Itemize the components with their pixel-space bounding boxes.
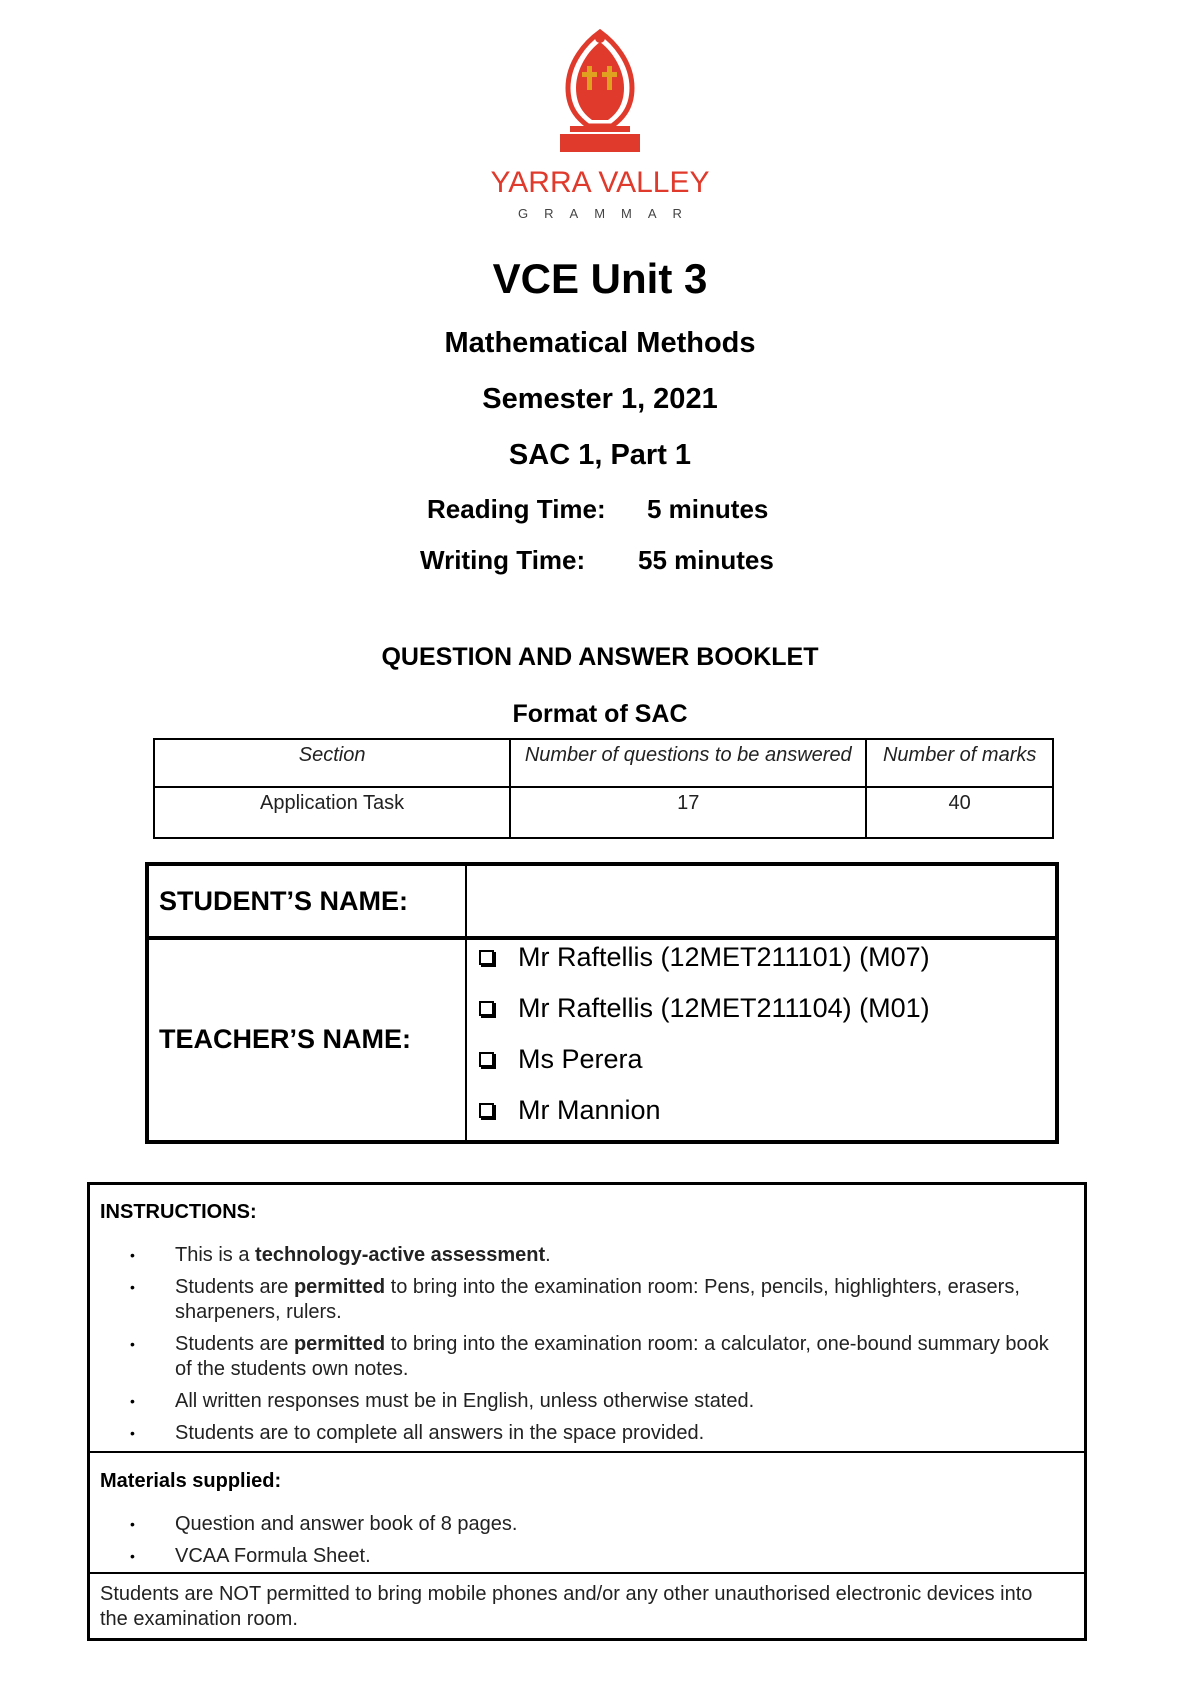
item-bold: permitted [293,1333,386,1355]
teacher-option-label: Mr Mannion [518,1095,661,1125]
materials-heading: Materials supplied: [100,1470,282,1492]
footer-note: Students are NOT permitted to bring mobile phones and/or any other unauthorised electronic devices into the examination room. [100,1583,1033,1630]
format-table [153,738,1054,839]
reading-time-value: 5 minutes [647,494,769,524]
list-item [90,1332,1050,1382]
teacher-option[interactable] [479,942,930,973]
list-item: • VCAA Formula Sheet. [90,1544,1050,1569]
format-heading: Format of SAC [512,700,688,728]
item-bold: technology-active assessment [255,1244,546,1266]
checkbox-icon[interactable] [479,1103,494,1118]
item-text: to bring into the examination room: Pens, pencils, highlighters, erasers, sharpeners, rulers. [175,1276,1020,1323]
item-bold: permitted [293,1276,386,1298]
cell-questions: 17 [510,787,866,838]
format-table-row [154,787,1053,838]
checkbox-icon[interactable] [479,950,494,965]
cell-section: Application Task [154,787,510,838]
logo-subtitle: GRAMMAR [518,206,698,221]
instructions-heading: INSTRUCTIONS: [100,1201,257,1223]
teacher-option[interactable] [479,1044,643,1075]
list-item [90,1389,1050,1414]
header-section: Section [154,739,510,787]
teacher-option-label: Mr Raftellis (12MET211101) (M07) [518,942,930,972]
divider [149,936,1055,940]
materials-list [90,1512,1050,1576]
item-text: Students are [175,1276,294,1298]
teacher-option-label: Ms Perera [518,1044,643,1074]
checkbox-icon[interactable] [479,1052,494,1067]
teacher-option-label: Mr Raftellis (12MET211104) (M01) [518,993,930,1023]
item-text: This is a [175,1244,256,1266]
student-teacher-table [145,862,1059,1144]
list-item [90,1275,1050,1325]
instructions-list [90,1243,1050,1453]
subject-title: Mathematical Methods [444,327,756,359]
divider [465,866,467,1140]
semester-title: Semester 1, 2021 [482,383,718,415]
teacher-name-label: TEACHER’S NAME: [159,1024,412,1054]
format-table-header [154,739,1053,787]
list-item: • Question and answer book of 8 pages. [90,1512,1050,1537]
student-name-label: STUDENT’S NAME: [159,886,408,916]
school-logo [480,28,720,228]
divider [90,1451,1084,1453]
reading-time-label: Reading Time: [427,494,606,524]
page-title: VCE Unit 3 [492,255,708,302]
header-marks: Number of marks [866,739,1053,787]
item-text: . [545,1244,551,1266]
cell-marks: 40 [866,787,1053,838]
writing-time-label: Writing Time: [420,545,586,575]
crest-icon [540,28,660,156]
sac-title: SAC 1, Part 1 [508,439,692,471]
teacher-option[interactable] [479,993,930,1024]
list-item [90,1243,1050,1268]
checkbox-icon[interactable] [479,1001,494,1016]
student-name-field[interactable] [469,866,1055,936]
item-text: to bring into the examination room: a calculator, one-bound summary book of the students own notes. [175,1333,1049,1380]
logo-name: YARRA VALLEY [490,166,710,199]
divider [90,1572,1084,1574]
booklet-heading: QUESTION AND ANSWER BOOKLET [381,643,819,671]
writing-time-value: 55 minutes [638,545,774,575]
item-text: Students are to complete all answers in the space provided. [175,1422,705,1444]
item-text: Students are [175,1333,294,1355]
header-questions: Number of questions to be answered [510,739,866,787]
item-text: All written responses must be in English, unless otherwise stated. [175,1390,755,1412]
list-item [90,1421,1050,1446]
instructions-box [87,1182,1087,1641]
teacher-option[interactable] [479,1095,661,1126]
